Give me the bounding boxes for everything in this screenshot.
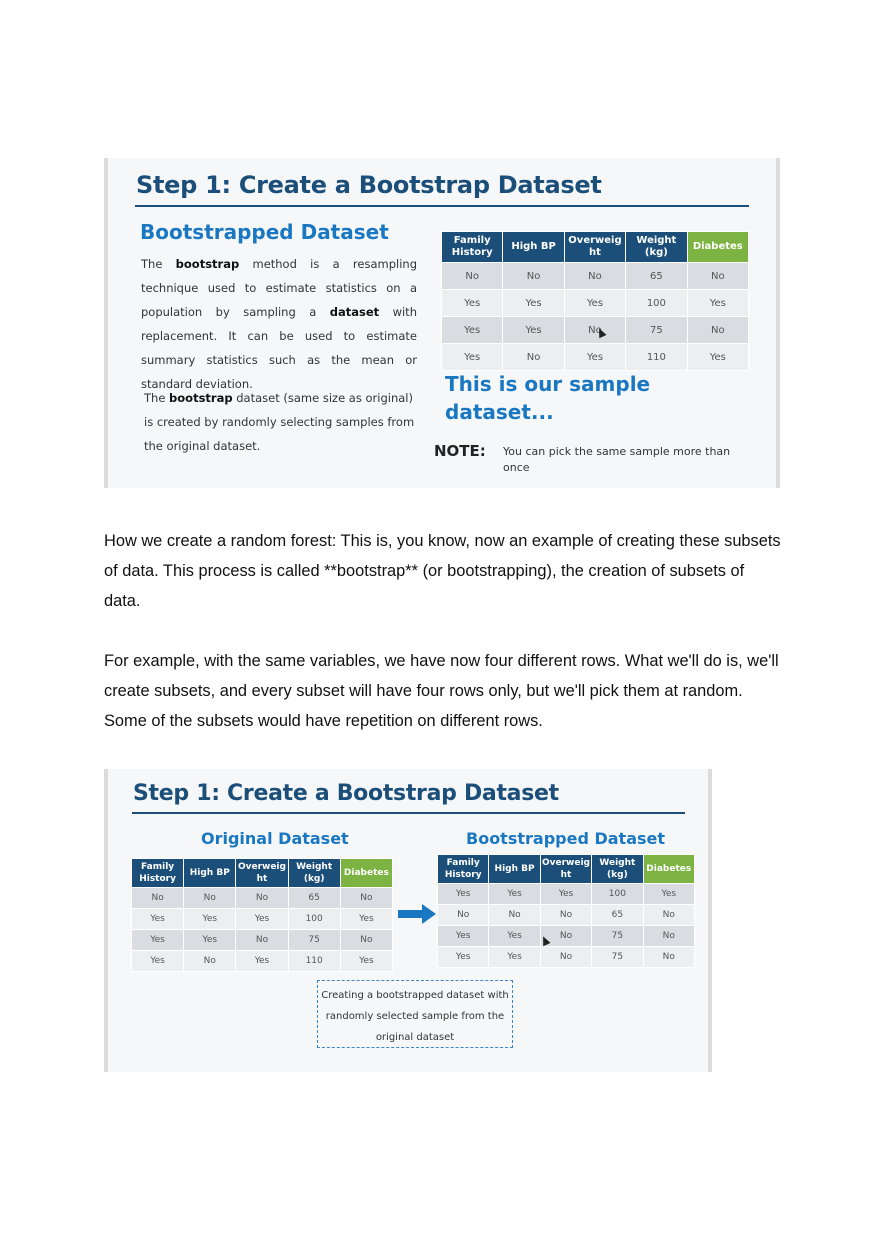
table-cell: Yes bbox=[489, 926, 540, 947]
table-cell: Yes bbox=[132, 930, 184, 951]
table-cell: 75 bbox=[592, 926, 643, 947]
table-cell: No bbox=[340, 888, 392, 909]
table-cell: 75 bbox=[288, 930, 340, 951]
table-cell: No bbox=[687, 263, 748, 290]
table-cell: 110 bbox=[626, 344, 687, 371]
table-cell: Yes bbox=[489, 884, 540, 905]
table-cell: No bbox=[340, 930, 392, 951]
sample-data-table bbox=[441, 231, 749, 371]
original-dataset-heading: Original Dataset bbox=[201, 829, 349, 848]
note-label: NOTE: bbox=[434, 442, 486, 460]
table-cell: Yes bbox=[132, 909, 184, 930]
table-cell: No bbox=[540, 947, 591, 968]
slide-right-border bbox=[708, 769, 712, 1072]
table-row bbox=[442, 263, 749, 290]
section-heading: Bootstrapped Dataset bbox=[140, 220, 389, 244]
table-cell: No bbox=[503, 344, 564, 371]
table-row bbox=[438, 926, 695, 947]
table-cell: No bbox=[489, 905, 540, 926]
table-cell: Yes bbox=[236, 951, 288, 972]
table-cell: 75 bbox=[626, 317, 687, 344]
table-cell: No bbox=[438, 905, 489, 926]
table-cell: No bbox=[184, 951, 236, 972]
column-header: Overweig ht bbox=[540, 855, 591, 884]
table-cell: No bbox=[687, 317, 748, 344]
table-cell: No bbox=[643, 905, 694, 926]
table-cell: No bbox=[184, 888, 236, 909]
table-cell: 65 bbox=[626, 263, 687, 290]
table-row bbox=[132, 930, 393, 951]
original-data-table bbox=[131, 858, 393, 972]
slide-title: Step 1: Create a Bootstrap Dataset bbox=[136, 171, 602, 199]
column-header: Weight (kg) bbox=[592, 855, 643, 884]
column-header: Family History bbox=[438, 855, 489, 884]
table-cell: Yes bbox=[184, 909, 236, 930]
table-cell: Yes bbox=[503, 290, 564, 317]
table-cell: Yes bbox=[442, 344, 503, 371]
table-cell: 100 bbox=[626, 290, 687, 317]
table-row bbox=[442, 290, 749, 317]
right-arrow-icon bbox=[398, 904, 436, 924]
table-header-row bbox=[132, 859, 393, 888]
table-cell: Yes bbox=[564, 290, 625, 317]
slide-image-original-vs-bootstrapped bbox=[104, 769, 712, 1072]
table-cell: No bbox=[442, 263, 503, 290]
table-cell: Yes bbox=[442, 290, 503, 317]
table-cell: No bbox=[132, 888, 184, 909]
table-cell: Yes bbox=[687, 344, 748, 371]
slide-left-border bbox=[104, 158, 108, 488]
table-cell: No bbox=[643, 947, 694, 968]
column-header: Overweig ht bbox=[236, 859, 288, 888]
title-rule bbox=[132, 812, 685, 814]
slide-image-bootstrap-dataset bbox=[104, 158, 780, 488]
dataset-caption-box: Creating a bootstrapped dataset with randomly selected sample from the original dataset bbox=[317, 980, 513, 1048]
bootstrapped-dataset-heading: Bootstrapped Dataset bbox=[466, 829, 666, 848]
table-row bbox=[132, 888, 393, 909]
sample-dataset-caption: This is our sample dataset... bbox=[445, 372, 651, 424]
bootstrapped-data-table bbox=[437, 854, 695, 968]
column-header: Weight (kg) bbox=[288, 859, 340, 888]
table-header-row bbox=[442, 232, 749, 263]
table-cell: Yes bbox=[184, 930, 236, 951]
table-cell: Yes bbox=[540, 884, 591, 905]
table-cell: 75 bbox=[592, 947, 643, 968]
column-header-diabetes: Diabetes bbox=[643, 855, 694, 884]
title-rule bbox=[135, 205, 749, 207]
table-row bbox=[438, 947, 695, 968]
table-cell: No bbox=[503, 263, 564, 290]
table-cell: No bbox=[236, 888, 288, 909]
table-cell: Yes bbox=[442, 317, 503, 344]
paragraph-subsets: For example, with the same variables, we have now four different rows. What we'll do is, we'll create subsets, and every subset will have four rows only, but we'll pick them at random. Some of the subsets would have repetition on different rows. bbox=[104, 652, 779, 730]
table-cell: Yes bbox=[236, 909, 288, 930]
column-header: Family History bbox=[132, 859, 184, 888]
table-cell: Yes bbox=[438, 926, 489, 947]
table-cell: No bbox=[643, 926, 694, 947]
table-header-row bbox=[438, 855, 695, 884]
slide-left-border bbox=[104, 769, 108, 1072]
column-header: High BP bbox=[489, 855, 540, 884]
table-row bbox=[438, 884, 695, 905]
table-row bbox=[132, 909, 393, 930]
column-header: Family History bbox=[442, 232, 503, 263]
bootstrap-description: The bootstrap method is a resampling technique used to estimate statistics on a population by sampling a dataset with replacement. It can be used to estimate summary statistics such as the mean or standard deviation. bbox=[141, 257, 418, 391]
slide-right-border bbox=[776, 158, 780, 488]
table-cell: Yes bbox=[340, 909, 392, 930]
table-cell: No bbox=[564, 317, 625, 344]
paragraph-random-forest: How we create a random forest: This is, you know, now an example of creating these subsets of data. This process is called **bootstrap** (or bootstrapping), the creation of subsets of data. bbox=[104, 532, 781, 610]
column-header-diabetes: Diabetes bbox=[687, 232, 748, 263]
column-header: High BP bbox=[503, 232, 564, 263]
table-cell: Yes bbox=[340, 951, 392, 972]
column-header: Overweig ht bbox=[564, 232, 625, 263]
table-cell: Yes bbox=[564, 344, 625, 371]
table-cell: 65 bbox=[288, 888, 340, 909]
table-cell: Yes bbox=[489, 947, 540, 968]
table-cell: Yes bbox=[132, 951, 184, 972]
table-cell: No bbox=[540, 905, 591, 926]
table-row bbox=[442, 344, 749, 371]
table-cell: Yes bbox=[503, 317, 564, 344]
table-cell: 100 bbox=[288, 909, 340, 930]
table-cell: Yes bbox=[438, 884, 489, 905]
column-header: Weight (kg) bbox=[626, 232, 687, 263]
table-cell: No bbox=[540, 926, 591, 947]
table-cell: No bbox=[236, 930, 288, 951]
slide-title: Step 1: Create a Bootstrap Dataset bbox=[133, 781, 559, 806]
column-header: High BP bbox=[184, 859, 236, 888]
table-cell: 100 bbox=[592, 884, 643, 905]
bootstrap-note: The bootstrap dataset (same size as original) is created by randomly selecting samples from the original dataset. bbox=[144, 391, 415, 453]
table-row bbox=[132, 951, 393, 972]
table-row bbox=[438, 905, 695, 926]
column-header-diabetes: Diabetes bbox=[340, 859, 392, 888]
table-cell: Yes bbox=[687, 290, 748, 317]
note-text: You can pick the same sample more than once bbox=[503, 445, 731, 474]
table-cell: 65 bbox=[592, 905, 643, 926]
table-cell: Yes bbox=[438, 947, 489, 968]
table-cell: 110 bbox=[288, 951, 340, 972]
table-cell: Yes bbox=[643, 884, 694, 905]
table-cell: No bbox=[564, 263, 625, 290]
